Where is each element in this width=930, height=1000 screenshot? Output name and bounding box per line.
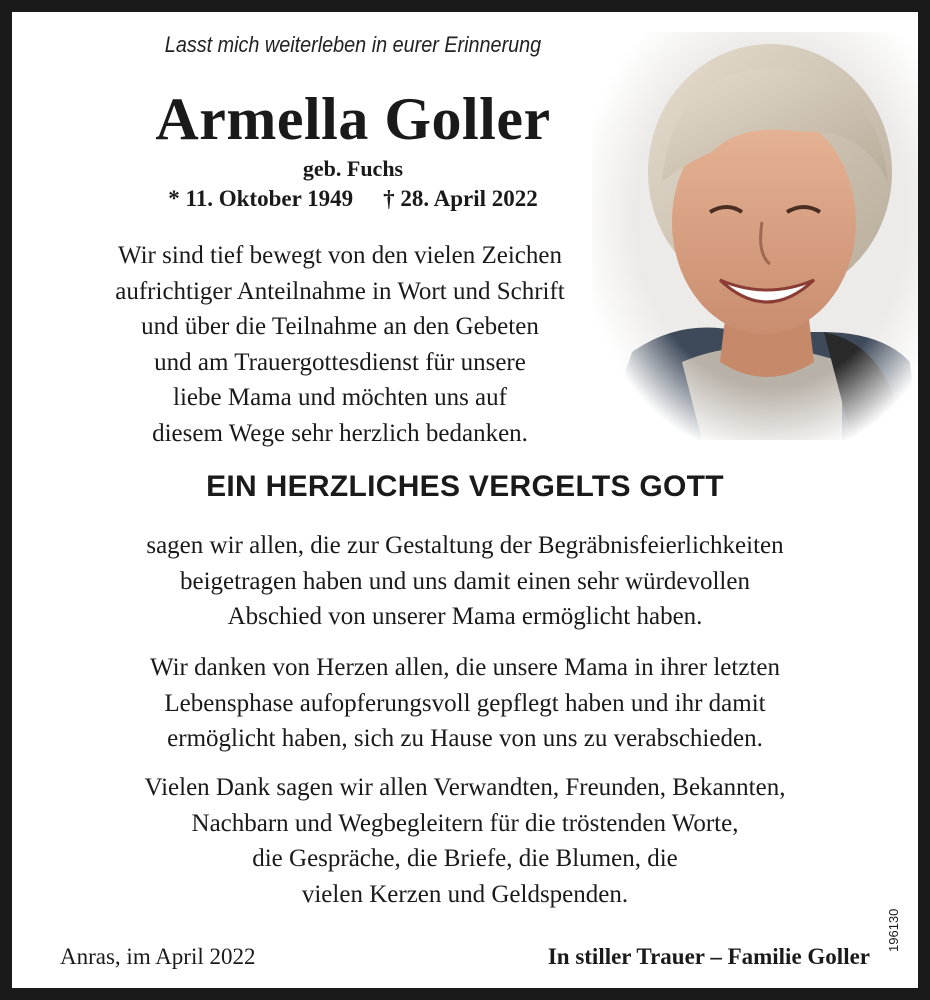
portrait-illustration [592,32,918,440]
deceased-name: Armella Goller [155,86,551,152]
portrait-photo [592,32,918,440]
maiden-name: geb. Fuchs [302,156,404,181]
motto: Lasst mich weiterleben in eurer Erinnerung [164,32,542,57]
obituary-card [12,12,918,988]
text-line: sagen wir allen, die zur Gestaltung der Begräbnisfeierlichkeiten [146,532,784,559]
text-line: liebe Mama und möchten uns auf [173,384,507,411]
paragraph-thanks-all [32,770,898,912]
place-date: Anras, im April 2022 [60,944,256,969]
birth-date: * 11. Oktober 1949 [168,186,354,211]
ad-code: 196130 [886,908,901,952]
text-line: aufrichtiger Anteilnahme in Wort und Schrift [115,277,565,305]
text-line: vielen Kerzen und Geldspenden. [301,880,629,908]
text-line: Vielen Dank sagen wir allen Verwandten, Freunden, Bekannten, [144,774,786,801]
headline: EIN HERZLICHES VERGELTS GOTT [206,470,724,503]
text-line: und am Trauergottesdienst für unsere [154,348,526,376]
paragraph-thanks-funeral [32,528,898,635]
death-date: † 28. April 2022 [383,186,538,211]
text-line: Nachbarn und Wegbegleitern für die tröstenden Worte, [191,809,739,837]
text-line: und über die Teilnahme an den Gebeten [141,313,539,340]
text-line: Wir sind tief bewegt von den vielen Zeichen [118,242,562,269]
paragraph-thanks-care [32,650,898,757]
text-line: beigetragen haben und uns damit einen sehr würdevollen [180,567,750,595]
intro-text [40,238,640,451]
text-line: diesem Wege sehr herzlich bedanken. [152,419,528,447]
text-line: Wir danken von Herzen allen, die unsere Mama in ihrer letzten [150,654,780,681]
signature: In stiller Trauer – Familie Goller [547,944,870,969]
text-line: Abschied von unserer Mama ermöglicht haben. [227,603,703,630]
text-line: ermöglicht haben, sich zu Hause von uns zu verabschieden. [167,725,763,752]
text-line: die Gespräche, die Briefe, die Blumen, die [252,845,678,872]
text-line: Lebensphase aufopferungsvoll gepflegt haben und ihr damit [164,689,766,717]
